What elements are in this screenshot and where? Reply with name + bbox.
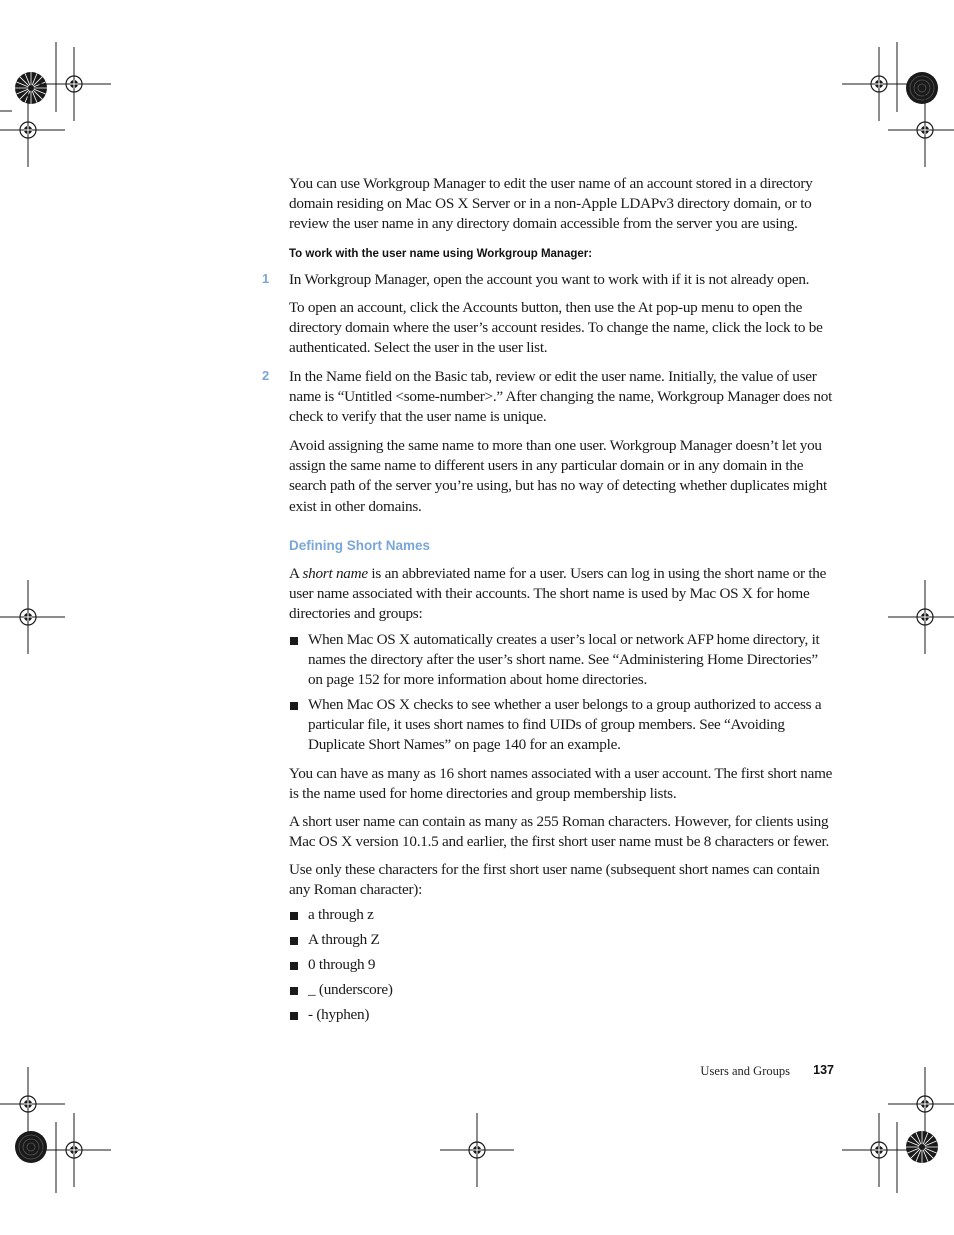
step-number-1: 1 [262, 271, 270, 286]
allowed-char-item: - (hyphen) [308, 1006, 370, 1023]
bullet-square-icon [290, 962, 298, 970]
short-name-length-paragraph: A short user name can contain as many as 255 Roman characters. However, for clients using Mac OS X version 10.1.5 and earlier, the first short user name must be 8 characters or fewer. [289, 813, 830, 851]
step-2-text: In the Name field on the Basic tab, review or edit the user name. Initially, the value of user name is “Untitled <some-number>.” After changing the name, Workgroup Manager does not check to verify that the user name is unique. [289, 368, 833, 426]
intro-paragraph: You can use Workgroup Manager to edit the user name of an account stored in a directory domain residing on Mac OS X Server or in a non-Apple LDAPv3 directory domain, or to review the user name in any directory domain accessible from the server you are using. [289, 175, 813, 233]
step-1-text: In Workgroup Manager, open the account you want to work with if it is not already open. [289, 271, 810, 288]
bullet-square-icon [290, 987, 298, 995]
use-item-home-directory: When Mac OS X automatically creates a user’s local or network AFP home directory, it names the directory after the user’s short name. See “Administering Home Directories” on page 152 for more information about home directories. [308, 631, 820, 689]
allowed-char-item: A through Z [308, 931, 380, 948]
short-name-count-paragraph: You can have as many as 16 short names associated with a user account. The first short name is the name used for home directories and group membership lists. [289, 765, 833, 803]
step-2-detail: Avoid assigning the same name to more than one user. Workgroup Manager doesn’t let you assign the same name to different users in any particular domain or in any domain in the search path of the server you’re using, but has no way of detecting whether duplicates might exist in other domains. [289, 437, 827, 515]
allowed-char-item: 0 through 9 [308, 956, 376, 973]
footer-chapter-title: Users and Groups [700, 1064, 790, 1078]
bullet-square-icon [290, 937, 298, 945]
section-heading: Defining Short Names [289, 538, 431, 553]
footer-page-number: 137 [813, 1063, 834, 1077]
defined-term: short name [302, 565, 368, 582]
bullet-square-icon [290, 637, 298, 645]
bullet-square-icon [290, 912, 298, 920]
allowed-characters-paragraph: Use only these characters for the first short user name (subsequent short names can contain any Roman character): [289, 861, 820, 899]
short-name-intro [289, 564, 834, 625]
step-1-detail: To open an account, click the Accounts button, then use the At pop-up menu to open the directory domain where the user’s account resides. To change the name, click the lock to be authenticated. Select the user in the user list. [289, 299, 823, 357]
intro-rest: is an abbreviated name for a user. Users can log in using the short name or the user name associated with their accounts. The short name is used by Mac OS X for home directories and groups: [289, 565, 827, 623]
allowed-char-item: a through z [308, 906, 374, 923]
allowed-char-item: _ (underscore) [308, 981, 393, 998]
bullet-square-icon [290, 1012, 298, 1020]
bullet-square-icon [290, 702, 298, 710]
intro-prefix: A [289, 565, 303, 582]
use-item-group-access: When Mac OS X checks to see whether a user belongs to a group authorized to access a particular file, it uses short names to find UIDs of group members. See “Avoiding Duplicate Short Names” on page 140 for an example. [308, 696, 822, 754]
step-number-2: 2 [262, 368, 270, 383]
task-heading: To work with the user name using Workgroup Manager: [289, 248, 593, 260]
